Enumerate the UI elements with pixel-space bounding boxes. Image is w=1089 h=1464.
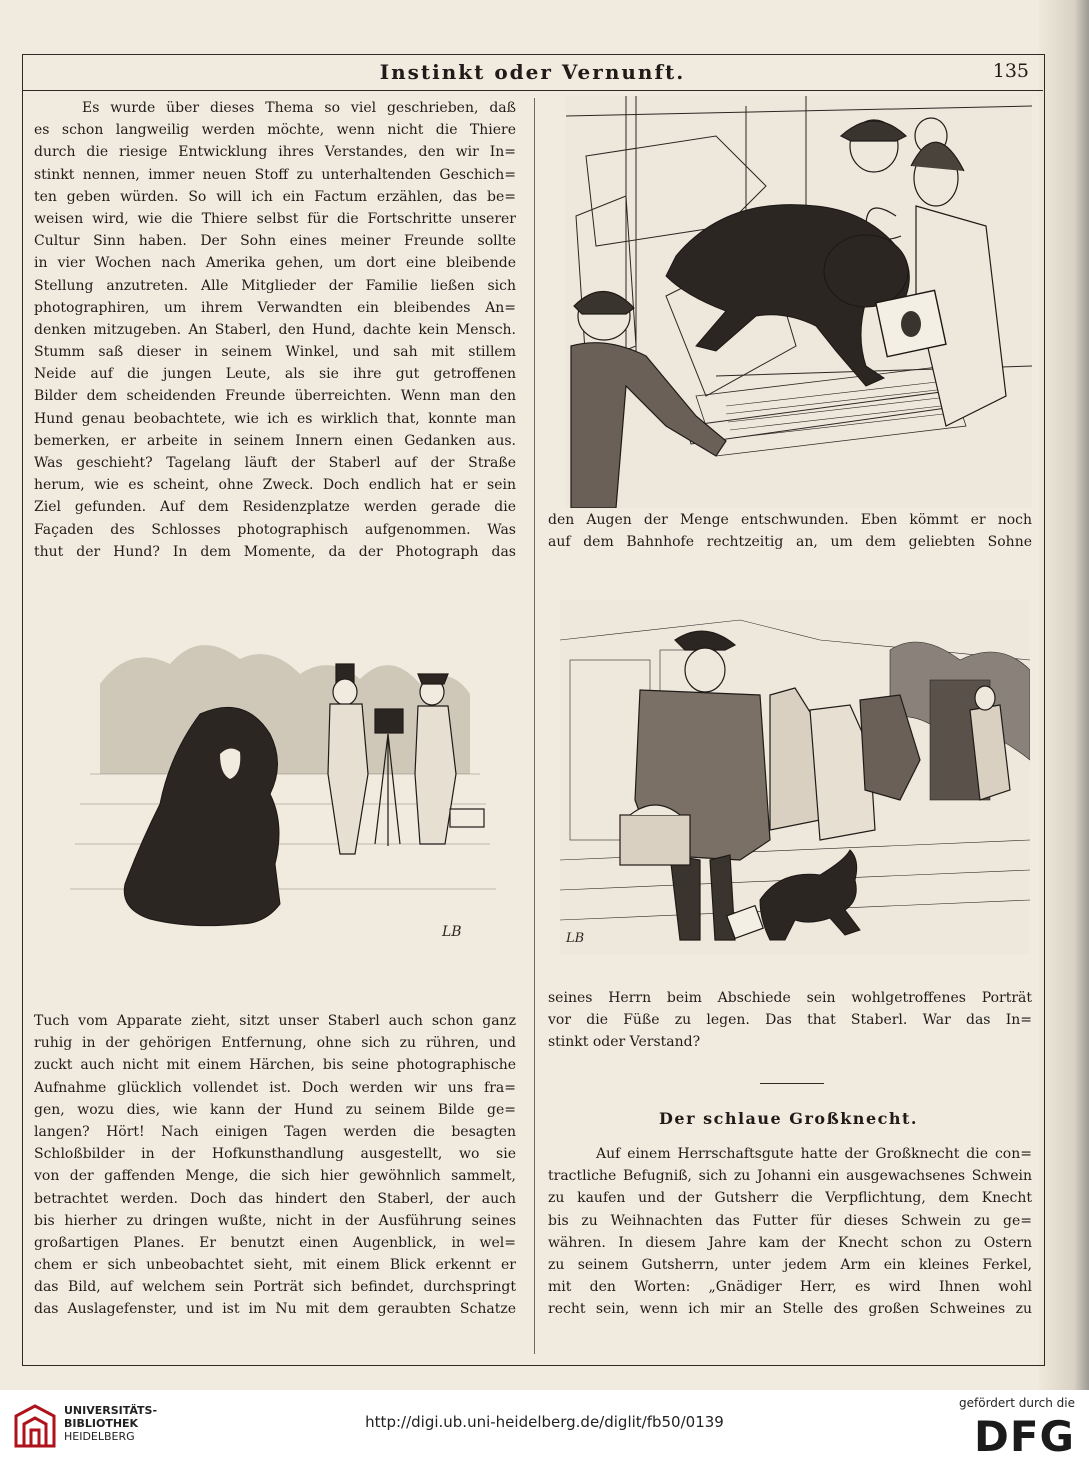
text-line: Neide auf die jungen Leute, als sie ihre gut getroffenen <box>34 366 516 383</box>
text-line: herum, wie es scheint, ohne Zweck. Doch endlich hat er sein <box>34 477 516 494</box>
text-line: bis zu Weihnachten das Futter für dieses Schwein zu ge= <box>548 1212 1032 1229</box>
text-line: den Augen der Menge entschwunden. Eben kömmt er noch <box>548 512 1032 528</box>
text-line: chem er sich unbeobachtet sieht, mit einem Blick erkennt er <box>34 1257 516 1274</box>
text-line: ten geben würden. So will ich ein Factum erzählen, das be= <box>34 188 516 205</box>
library-name: UNIVERSITÄTS- BIBLIOTHEK HEIDELBERG <box>64 1404 158 1443</box>
text-line: denken mitzugeben. An Staberl, den Hund, dachte kein Mensch. <box>34 321 516 338</box>
right-column-bottom-text <box>548 1143 1032 1321</box>
text-line: durch die riesige Entwicklung ihres Verstandes, den wir In= <box>34 144 516 161</box>
text-line: Cultur Sinn haben. Der Sohn eines meiner Freunde sollte <box>34 233 516 250</box>
dfg-logo: DFG <box>973 1412 1075 1461</box>
text-line: auf dem Bahnhofe rechtzeitig an, um dem geliebten Sohne <box>548 534 1032 551</box>
text-line: vor die Füße zu legen. Das that Staberl. War das In= <box>548 1012 1032 1029</box>
text-line: mit den Worten: „Gnädiger Herr, es wird Ihnen wohl <box>548 1279 1032 1296</box>
illustration-signature: LB <box>442 924 462 940</box>
text-line: Façaden des Schlosses photographisch aufgenommen. Was <box>34 521 516 538</box>
illustration-signature: LB <box>566 931 585 946</box>
text-line: Stumm saß dieser in seinem Winkel, und sah mit stillem <box>34 344 516 361</box>
column-rule <box>534 98 535 1354</box>
text-line: Was geschieht? Tagelang läuft der Staberl auf der Straße <box>34 455 516 471</box>
text-line: es schon langweilig werden möchte, wenn nicht die Thiere <box>34 122 516 139</box>
text-line: seines Herrn beim Abschiede sein wohlgetroffenes Porträt <box>548 990 1032 1006</box>
text-line: ruhig in der gehörigen Entfernung, ohne sich zu rühren, und <box>34 1035 516 1052</box>
text-line: Tuch vom Apparate zieht, sitzt unser Staberl auch schon ganz <box>34 1013 516 1029</box>
section-title: Der schlaue Großknecht. <box>659 1109 918 1128</box>
text-line: thut der Hund? In dem Momente, da der Photograph das <box>34 543 516 560</box>
text-line: weisen wird, wie die Thiere selbst für die Fortschritte unserer <box>34 210 516 227</box>
page-title: Instinkt oder Vernunft. <box>379 60 686 84</box>
text-line: langen? Hört! Nach einigen Tagen werden die besagten <box>34 1123 516 1140</box>
text-line: Bilder dem scheidenden Freunde überreichten. Wenn man den <box>34 388 516 405</box>
funding-note: gefördert durch die <box>959 1396 1075 1410</box>
text-line: zuckt auch nicht mit einem Härchen, bis seine photographische <box>34 1057 516 1074</box>
text-line: zu seinem Gutsherrn, unter jedem Arm ein kleines Ferkel, <box>548 1256 1032 1273</box>
text-line: bis hierher zu dringen wußte, nicht in der Ausführung seines <box>34 1212 516 1229</box>
text-line: photographiren, um ihrem Verwandten ein bleibendes An= <box>34 299 516 316</box>
text-line: Auf einem Herrschaftsgute hatte der Großknecht die con= <box>596 1146 1032 1162</box>
footer-bar <box>0 1390 1089 1464</box>
source-url-link[interactable]: http://digi.ub.uni-heidelberg.de/diglit/fb50/0139 <box>365 1413 724 1431</box>
text-line: großartigen Planes. Er benutzt einen Augenblick, in wel= <box>34 1234 516 1251</box>
text-line: Es wurde über dieses Thema so viel geschrieben, daß <box>82 100 516 116</box>
text-line: Schloßbilder in der Hofkunsthandlung ausgestellt, wo sie <box>34 1146 516 1163</box>
text-line: von der gaffenden Menge, die sich hier gewöhnlich sammelt, <box>34 1168 516 1185</box>
text-line: das Auslagefenster, und ist im Nu mit dem geraubten Schatze <box>34 1301 516 1318</box>
right-column-after-illustration-text <box>548 987 1032 1054</box>
section-separator <box>760 1083 824 1084</box>
left-column-bottom-text <box>34 1010 516 1321</box>
right-column-mid-text <box>548 509 1032 553</box>
illustration-railway-station <box>560 600 1030 954</box>
text-line: zu kaufen und der Gutsherr die Verpflichtung, dem Knecht <box>548 1190 1032 1207</box>
scan-edge-shadow <box>1039 0 1089 1390</box>
text-line: das Bild, auf welchem sein Porträt sich befindet, durchspringt <box>34 1279 516 1296</box>
text-line: Ziel gefunden. Auf dem Residenzplatze werden gerade die <box>34 499 516 516</box>
page-number: 135 <box>992 60 1029 82</box>
text-line: recht sein, wenn ich mir an Stelle des großen Schweines zu <box>548 1301 1032 1318</box>
text-line: stinkt oder Verstand? <box>548 1034 701 1051</box>
running-header <box>22 58 1043 88</box>
text-line: Stellung anzutreten. Alle Mitglieder der Familie ließen sich <box>34 277 516 294</box>
header-rule <box>22 90 1043 91</box>
illustration-dog-jumping-window <box>566 96 1032 508</box>
text-line: gen, wozu dies, wie kann der Hund zu seinem Bilde ge= <box>34 1101 516 1118</box>
text-line: währen. In diesem Jahre kam der Knecht schon zu Ostern <box>548 1234 1032 1251</box>
text-line: stinkt nennen, immer neuen Stoff zu unterhaltenden Geschich= <box>34 166 516 183</box>
text-line: tractliche Befugniß, sich zu Johanni ein ausgewachsenes Schwein <box>548 1168 1032 1185</box>
text-line: bemerken, er arbeite in seinem Innern einen Gedanken aus. <box>34 432 516 449</box>
text-line: in vier Wochen nach Amerika gehen, um dort eine bleibende <box>34 255 516 272</box>
text-line: Hund genau beobachtete, wie ich es wirklich that, konnte man <box>34 410 516 427</box>
text-line: Aufnahme glücklich vollendet ist. Doch werden wir uns fra= <box>34 1079 516 1096</box>
left-column-top-text <box>34 97 516 563</box>
text-line: betrachtet werden. Doch das hindert den Staberl, der auch <box>34 1190 516 1207</box>
illustration-dog-sitting-photograph <box>70 624 496 950</box>
